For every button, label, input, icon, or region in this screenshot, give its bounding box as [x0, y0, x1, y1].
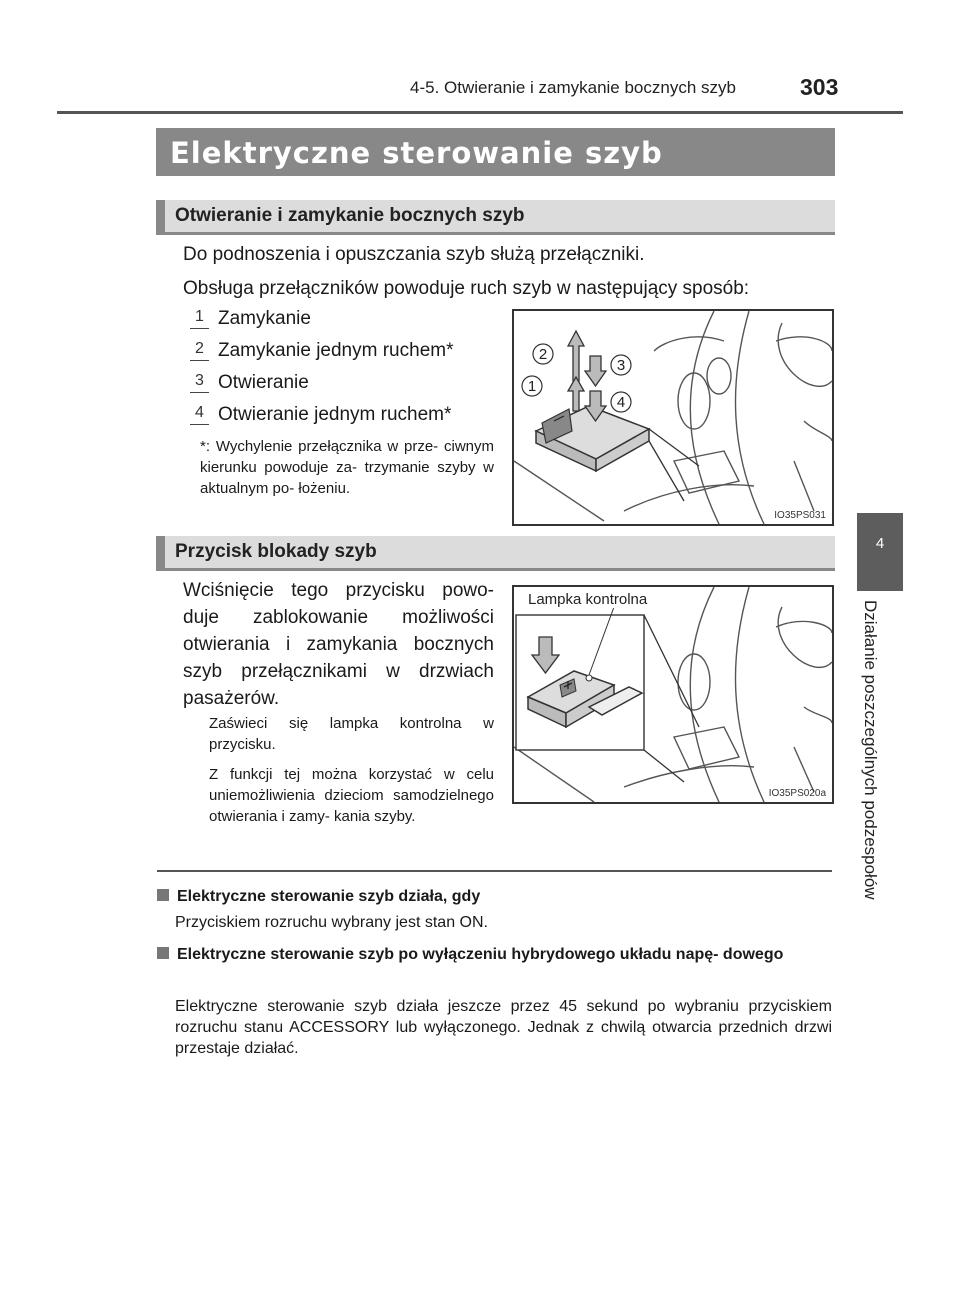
page-number: 303: [800, 74, 839, 100]
figure-code-1: IO35PS031: [774, 510, 826, 521]
figure-step-1: 1: [527, 378, 537, 395]
note-body-2: Elektryczne sterowanie szyb działa jeszcze przez 45 sekund po wybraniu przyciskiem rozruchu stanu ACCESSORY lub wyłączonego. Jednak z chwilą otwarcia przednich drzwi przestaje działać.: [175, 998, 832, 1057]
square-bullet-icon: [157, 889, 169, 901]
window-switch-illustration: [514, 311, 832, 524]
step-label-3: Otwieranie: [218, 372, 309, 393]
step-number-4: 4: [190, 402, 209, 425]
step-label-2: Zamykanie jednym ruchem*: [218, 340, 454, 361]
section-heading-bar-window-operation: [156, 200, 835, 232]
note-body-1: Przyciskiem rozruchu wybrany jest stan ON.: [175, 914, 488, 931]
page-title: Elektryczne sterowanie szyb: [170, 136, 663, 170]
step-number-1: 1: [190, 306, 209, 329]
indicator-lamp-callout: Lampka kontrolna: [528, 591, 648, 608]
figure-step-4: 4: [616, 394, 626, 411]
figure-step-2: 2: [538, 346, 548, 363]
step-number-3: 3: [190, 370, 209, 393]
header-divider: [57, 111, 903, 114]
window-lock-figure: [512, 585, 834, 804]
chapter-tab-number: 4: [875, 535, 885, 552]
note-heading-2: Elektryczne sterowanie szyb po wyłączeniu hybrydowego układu napę- dowego: [157, 944, 832, 965]
figure-code-2: IO35PS020a: [768, 788, 826, 799]
window-lock-description: Wciśnięcie tego przycisku powo- duje zablokowanie możliwości otwierania i zamykania bocznych szyb przełącznikami w drzwiach pasażerów.: [183, 580, 494, 709]
section-heading-bar-window-lock: [156, 536, 835, 568]
step-label-4: Otwieranie jednym ruchem*: [218, 404, 452, 425]
figure-step-3: 3: [616, 357, 626, 374]
note-heading-1: Elektryczne sterowanie szyb działa, gdy: [157, 886, 832, 907]
step-label-1: Zamykanie: [218, 308, 311, 329]
chapter-side-title: Działanie poszczególnych podzespołów: [861, 600, 880, 900]
notes-divider: [157, 870, 832, 872]
chapter-tab: [857, 513, 903, 591]
intro-line-2: Obsługa przełączników powoduje ruch szyb w następujący sposób:: [183, 278, 750, 299]
window-lock-illustration: [514, 587, 832, 802]
step-number-2: 2: [190, 338, 209, 361]
window-lock-note-2: Z funkcji tej można korzystać w celu uniemożliwienia dzieciom samodzielnego otwierania i zamy- kania szyby.: [209, 766, 494, 825]
square-bullet-icon: [157, 947, 169, 959]
section-heading-window-lock: Przycisk blokady szyb: [175, 541, 377, 562]
window-lock-note-1: Zaświeci się lampka kontrolna w przycisku.: [209, 715, 494, 753]
page-title-bar: [156, 128, 835, 176]
section-heading-window-operation: Otwieranie i zamykanie bocznych szyb: [175, 205, 525, 226]
running-header-section: 4-5. Otwieranie i zamykanie bocznych szyb: [410, 78, 736, 97]
window-switch-figure: [512, 309, 834, 526]
intro-line-1: Do podnoszenia i opuszczania szyb służą przełączniki.: [183, 244, 645, 265]
footnote: *: Wychylenie przełącznika w prze- ciwnym kierunku powoduje za- trzymanie szyby w aktualnym po- łożeniu.: [200, 438, 494, 497]
